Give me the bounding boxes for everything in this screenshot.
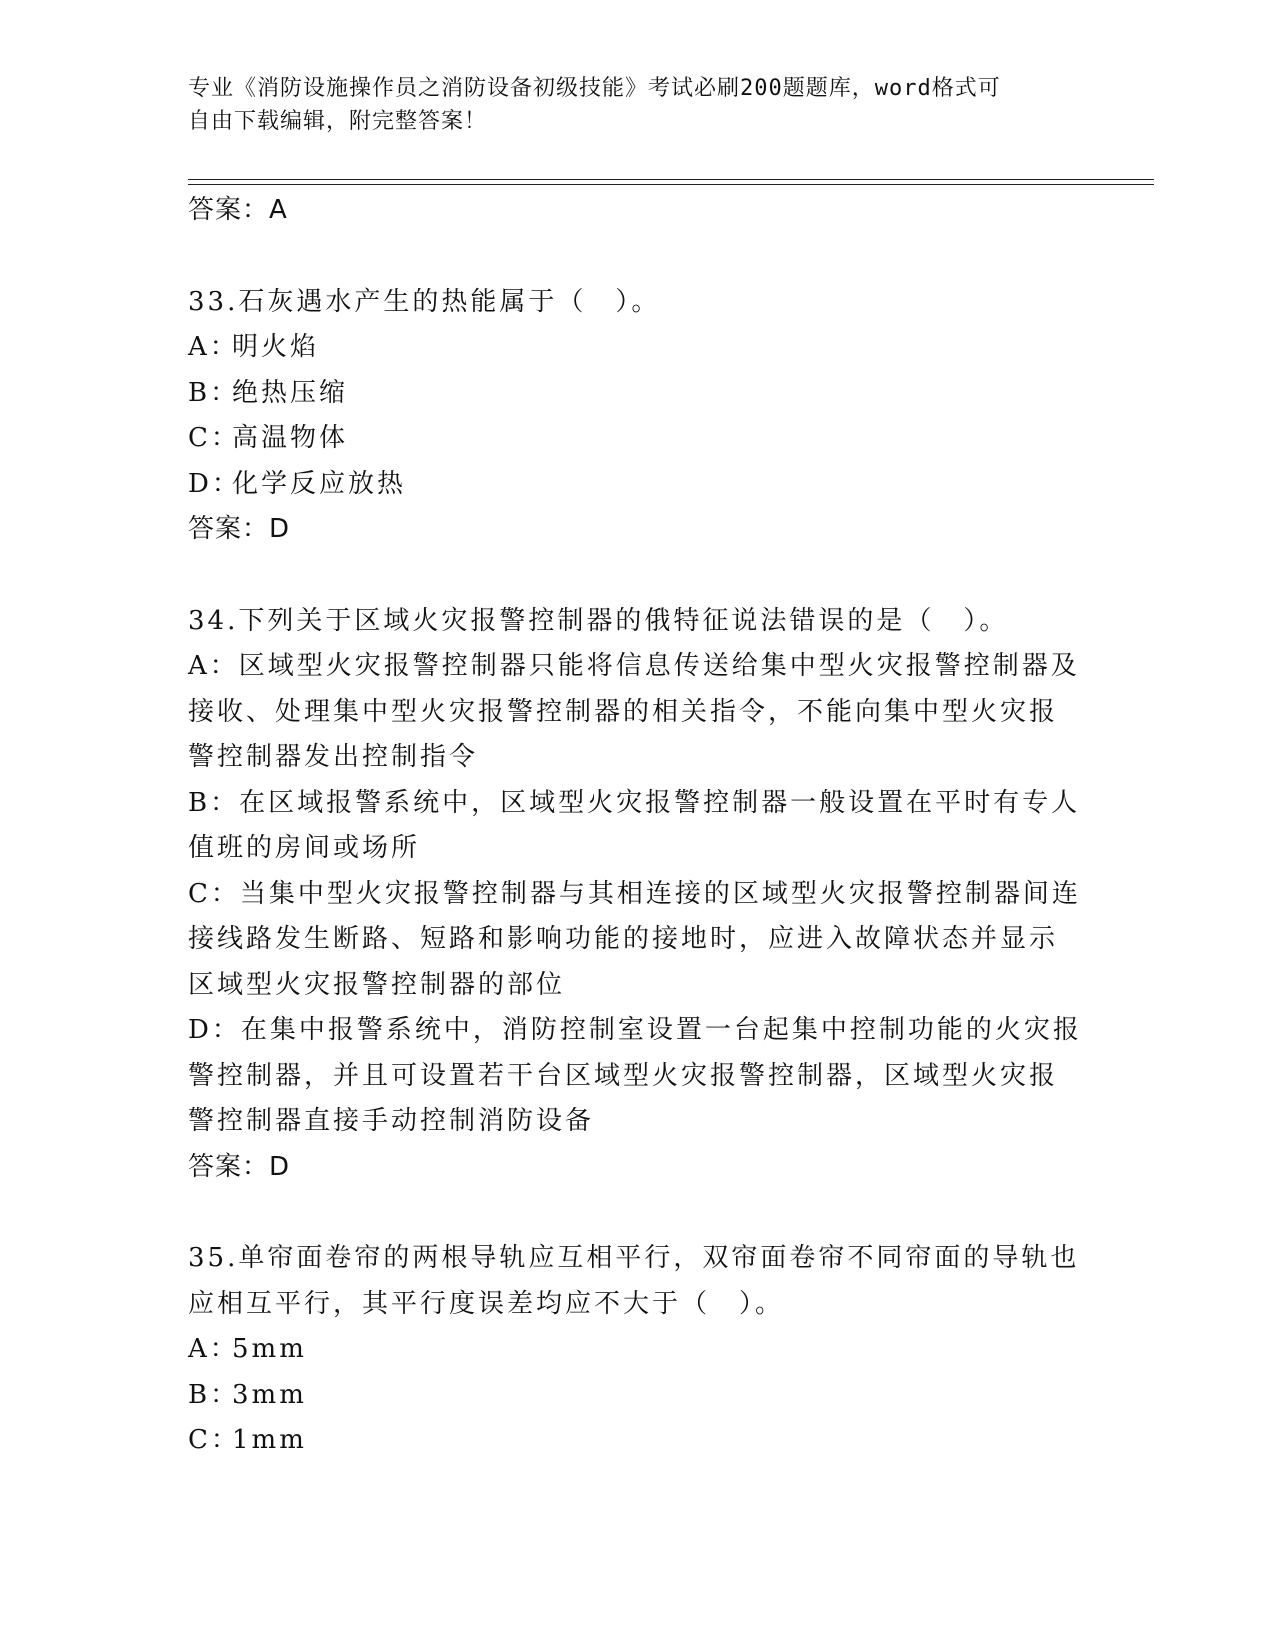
spacer (188, 234, 1088, 280)
option-c (188, 1418, 1088, 1464)
option-line: A：区域型火灾报警控制器只能将信息传送给集中型火灾报警控制器及 (188, 651, 1080, 681)
option-b (188, 371, 1088, 417)
option-line: 接收、处理集中型火灾报警控制器的相关指令，不能向集中型火灾报 (188, 696, 1059, 727)
option-label: A： (188, 332, 239, 362)
option-line: D：在集中报警系统中，消防控制室设置一台起集中控制功能的火灾报 (188, 1015, 1082, 1045)
option-line: 警控制器，并且可设置若干台区域型火灾报警控制器，区域型火灾报 (188, 1060, 1059, 1091)
option-text: 明火焰 (232, 332, 320, 362)
option-text: 绝热压缩 (232, 377, 349, 408)
header-line-1: 专业《消防设施操作员之消防设备初级技能》考试必刷200题题库，word格式可 (188, 76, 1001, 101)
header-line-2: 自由下载编辑，附完整答案！ (188, 109, 488, 134)
question-35 (188, 1236, 1088, 1464)
option-b (188, 781, 1088, 872)
option-line: B：在区域报警系统中，区域型火灾报警控制器一般设置在平时有专人 (188, 787, 1081, 818)
question-stem: 35.单帘面卷帘的两根导轨应互相平行，双帘面卷帘不同帘面的导轨也 (188, 1243, 1080, 1273)
option-label: B： (188, 1379, 240, 1410)
option-text: 5mm (232, 1334, 307, 1364)
option-label: D： (188, 468, 241, 499)
option-b (188, 1373, 1088, 1419)
option-line: 警控制器发出控制指令 (188, 742, 479, 772)
document-body (188, 188, 1088, 1464)
option-c (188, 416, 1088, 462)
question-stem: 应相互平行，其平行度误差均应不大于（ ）。 (188, 1288, 785, 1319)
option-d (188, 1008, 1088, 1145)
question-33 (188, 280, 1088, 553)
option-line: C：当集中型火灾报警控制器与其相连接的区域型火灾报警控制器间连 (188, 878, 1081, 909)
question-answer: 答案：D (188, 1151, 291, 1182)
document-header (188, 72, 1088, 138)
option-text: 3mm (232, 1379, 307, 1410)
spacer (188, 553, 1088, 599)
option-text: 化学反应放热 (232, 468, 407, 499)
question-stem: 34.下列关于区域火灾报警控制器的俄特征说法错误的是（ ）。 (188, 605, 1009, 636)
option-label: C： (188, 423, 240, 453)
spacer (188, 1190, 1088, 1236)
option-line: 值班的房间或场所 (188, 833, 421, 863)
option-text: 高温物体 (232, 423, 349, 453)
option-line: 区域型火灾报警控制器的部位 (188, 969, 566, 1000)
option-label: B： (188, 377, 240, 408)
header-rule-top (188, 179, 1154, 180)
question-stem: 33.石灰遇水产生的热能属于（ ）。 (188, 286, 661, 317)
question-34 (188, 599, 1088, 1191)
option-line: 接线路发生断路、短路和影响功能的接地时，应进入故障状态并显示 (188, 924, 1059, 954)
option-a (188, 644, 1088, 781)
option-label: C： (188, 1425, 240, 1455)
option-a (188, 325, 1088, 371)
option-text: 1mm (232, 1425, 307, 1455)
previous-answer: 答案：A (188, 195, 288, 225)
question-answer: 答案：D (188, 514, 291, 544)
option-label: A： (188, 1334, 239, 1364)
option-line: 警控制器直接手动控制消防设备 (188, 1106, 595, 1136)
option-a (188, 1327, 1088, 1373)
option-d (188, 462, 1088, 508)
option-c (188, 872, 1088, 1009)
header-rule-bottom (188, 184, 1154, 185)
